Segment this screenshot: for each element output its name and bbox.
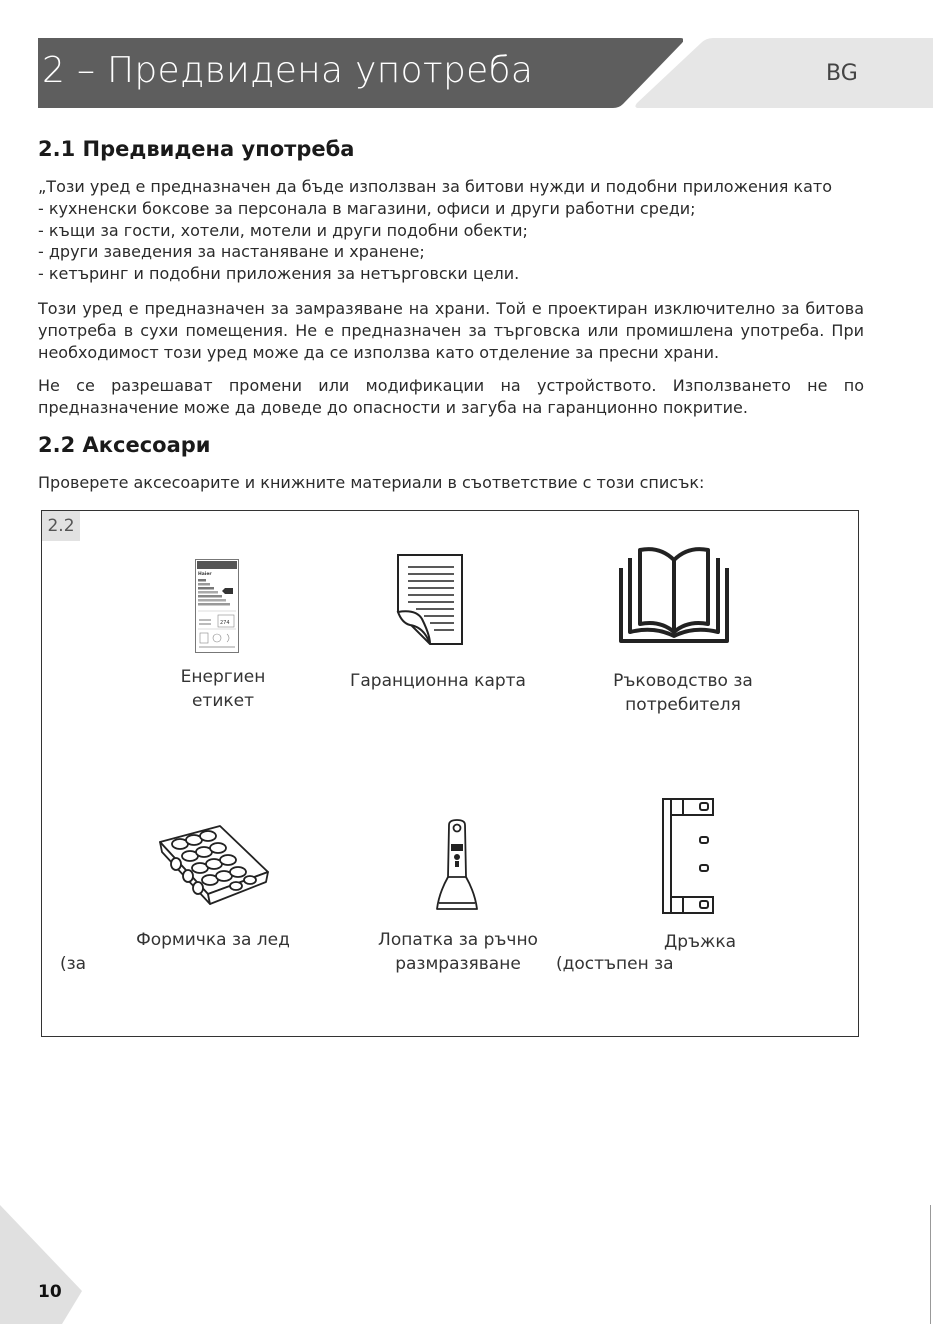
caption-user-manual — [593, 669, 773, 717]
accessories-intro-text: Проверете аксесоарите и книжните материали в съответствие с този списък: — [38, 473, 705, 492]
page-corner-tab — [0, 1205, 82, 1324]
door-handle-note: (достъпен за — [556, 954, 674, 974]
caption-line: Лопатка за ръчно — [378, 930, 538, 950]
caption-line: Гаранционна карта — [350, 671, 526, 691]
paragraph-line: необходимост този уред може да се използва като отделение за пресни храни. — [38, 342, 720, 362]
freezing-purpose-paragraph — [38, 298, 864, 363]
caption-door-handle — [640, 930, 760, 954]
modification-warning-paragraph — [38, 375, 864, 419]
page-number: 10 — [38, 1282, 62, 1302]
paragraph-line: Не се разрешават промени или модификации на устройството. Използването не по — [38, 376, 864, 395]
language-tab — [633, 38, 933, 108]
caption-line: потребителя — [625, 695, 741, 715]
list-item: - къщи за гости, хотели, мотели и други подобни обекти; — [38, 220, 528, 240]
section-heading-accessories: 2.2 Аксесоари — [38, 433, 211, 457]
warranty-card-icon — [396, 553, 464, 646]
door-handle-icon — [659, 797, 717, 915]
caption-ice-tray — [118, 928, 308, 952]
user-manual-icon — [618, 546, 730, 644]
accessories-intro — [38, 472, 864, 494]
energy-label-icon — [195, 559, 239, 653]
list-item: - кетъринг и подобни приложения за нетърговски цели. — [38, 264, 520, 284]
caption-defrost-scraper — [362, 928, 554, 976]
caption-energy-label — [163, 665, 283, 713]
energy-label-brand: Haier — [198, 572, 212, 577]
defrost-scraper-icon — [435, 819, 479, 911]
ice-tray-note: (за — [60, 954, 87, 974]
figure-label: 2.2 — [42, 511, 80, 541]
intended-use-intro: „Този уред е предназначен да бъде използван за битови нужди и подобни приложения като — [38, 177, 832, 196]
caption-line: етикет — [191, 691, 255, 711]
caption-line: Ръководство за — [613, 671, 753, 691]
caption-line: Дръжка — [663, 932, 737, 952]
caption-line: размразяване — [395, 954, 521, 974]
section-heading-intended-use: 2.1 Предвидена употреба — [38, 137, 355, 161]
caption-line: Енергиен — [180, 667, 266, 687]
chapter-title: 2 – Предвидена употреба — [42, 50, 534, 91]
list-item: - други заведения за настаняване и хранене; — [38, 242, 425, 262]
list-item: - кухненски боксове за персонала в магазини, офиси и други работни среди; — [38, 198, 696, 218]
caption-warranty-card — [340, 669, 536, 693]
ice-tray-icon — [158, 824, 270, 904]
paragraph-line: Този уред е предназначен за замразяване на храни. Той е проектиран изключително за битова — [38, 299, 864, 318]
language-code: BG — [826, 61, 858, 86]
paragraph-line: употреба в сухи помещения. Не е предназначен за търговска или промишлена употреба. При — [38, 320, 864, 340]
page-edge-line — [930, 1205, 931, 1324]
paragraph-line: предназначение може да доведе до опасности и загуба на гаранционно покритие. — [38, 397, 748, 417]
intended-use-list — [38, 176, 864, 285]
energy-label-volume: 274 — [220, 620, 230, 626]
caption-line: Формичка за лед — [136, 930, 290, 950]
